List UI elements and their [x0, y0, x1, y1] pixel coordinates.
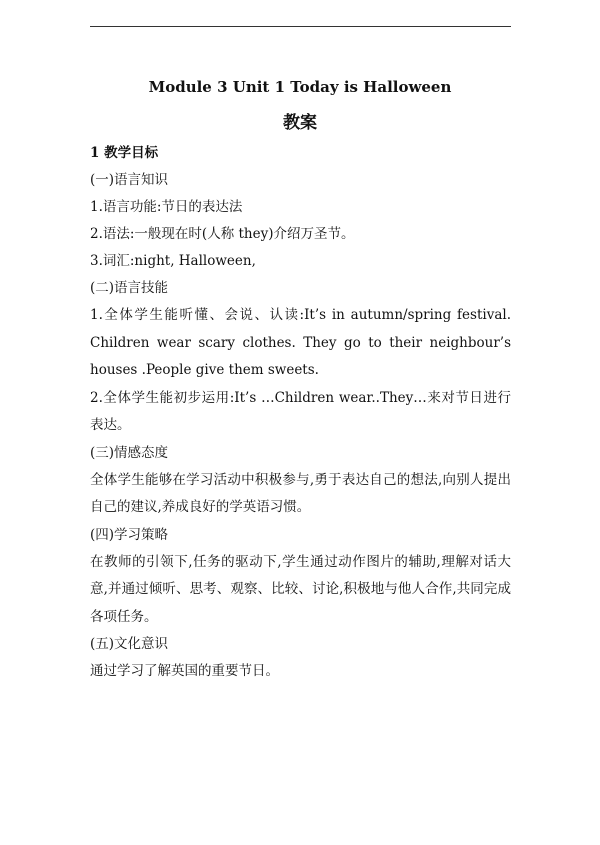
skills-item-1: 1.全体学生能听懂、会说、认读:It’s in autumn/spring festival. Children wear scary clothes. They go to their neighbour’s houses .People give them sweets. — [90, 307, 511, 378]
document-title: Module 3 Unit 1 Today is Halloween — [148, 78, 452, 96]
section-heading-objectives: 1 教学目标 — [90, 145, 159, 161]
strategy-text: 在教师的引领下,任务的驱动下,学生通过动作图片的辅助,理解对话大意,并通过倾听、思考、观察、比较、讨论,积极地与他人合作,共同完成各项任务。 — [90, 553, 511, 625]
attitude-text: 全体学生能够在学习活动中积极参与,勇于表达自己的想法,向别人提出自己的建议,养成良好的学英语习惯。 — [90, 471, 511, 515]
subheading-language-knowledge: (一)语言知识 — [90, 172, 169, 188]
document-subtitle: 教案 — [283, 113, 317, 133]
culture-text: 通过学习了解英国的重要节日。 — [90, 663, 279, 679]
document-body — [90, 140, 511, 686]
knowledge-item-grammar: 2.语法:一般现在时(人称 they)介绍万圣节。 — [90, 226, 355, 242]
subheading-culture: (五)文化意识 — [90, 636, 169, 652]
skills-item-2: 2.全体学生能初步运用:It’s …Children wear..They…来对节日进行表达。 — [90, 389, 511, 433]
knowledge-item-vocabulary: 3.词汇:night, Halloween, — [90, 253, 256, 269]
header-rule — [90, 26, 511, 27]
knowledge-item-function: 1.语言功能:节日的表达法 — [90, 199, 243, 215]
subheading-attitude: (三)情感态度 — [90, 444, 169, 461]
subheading-language-skills: (二)语言技能 — [90, 280, 169, 296]
subheading-strategy: (四)学习策略 — [90, 526, 169, 543]
